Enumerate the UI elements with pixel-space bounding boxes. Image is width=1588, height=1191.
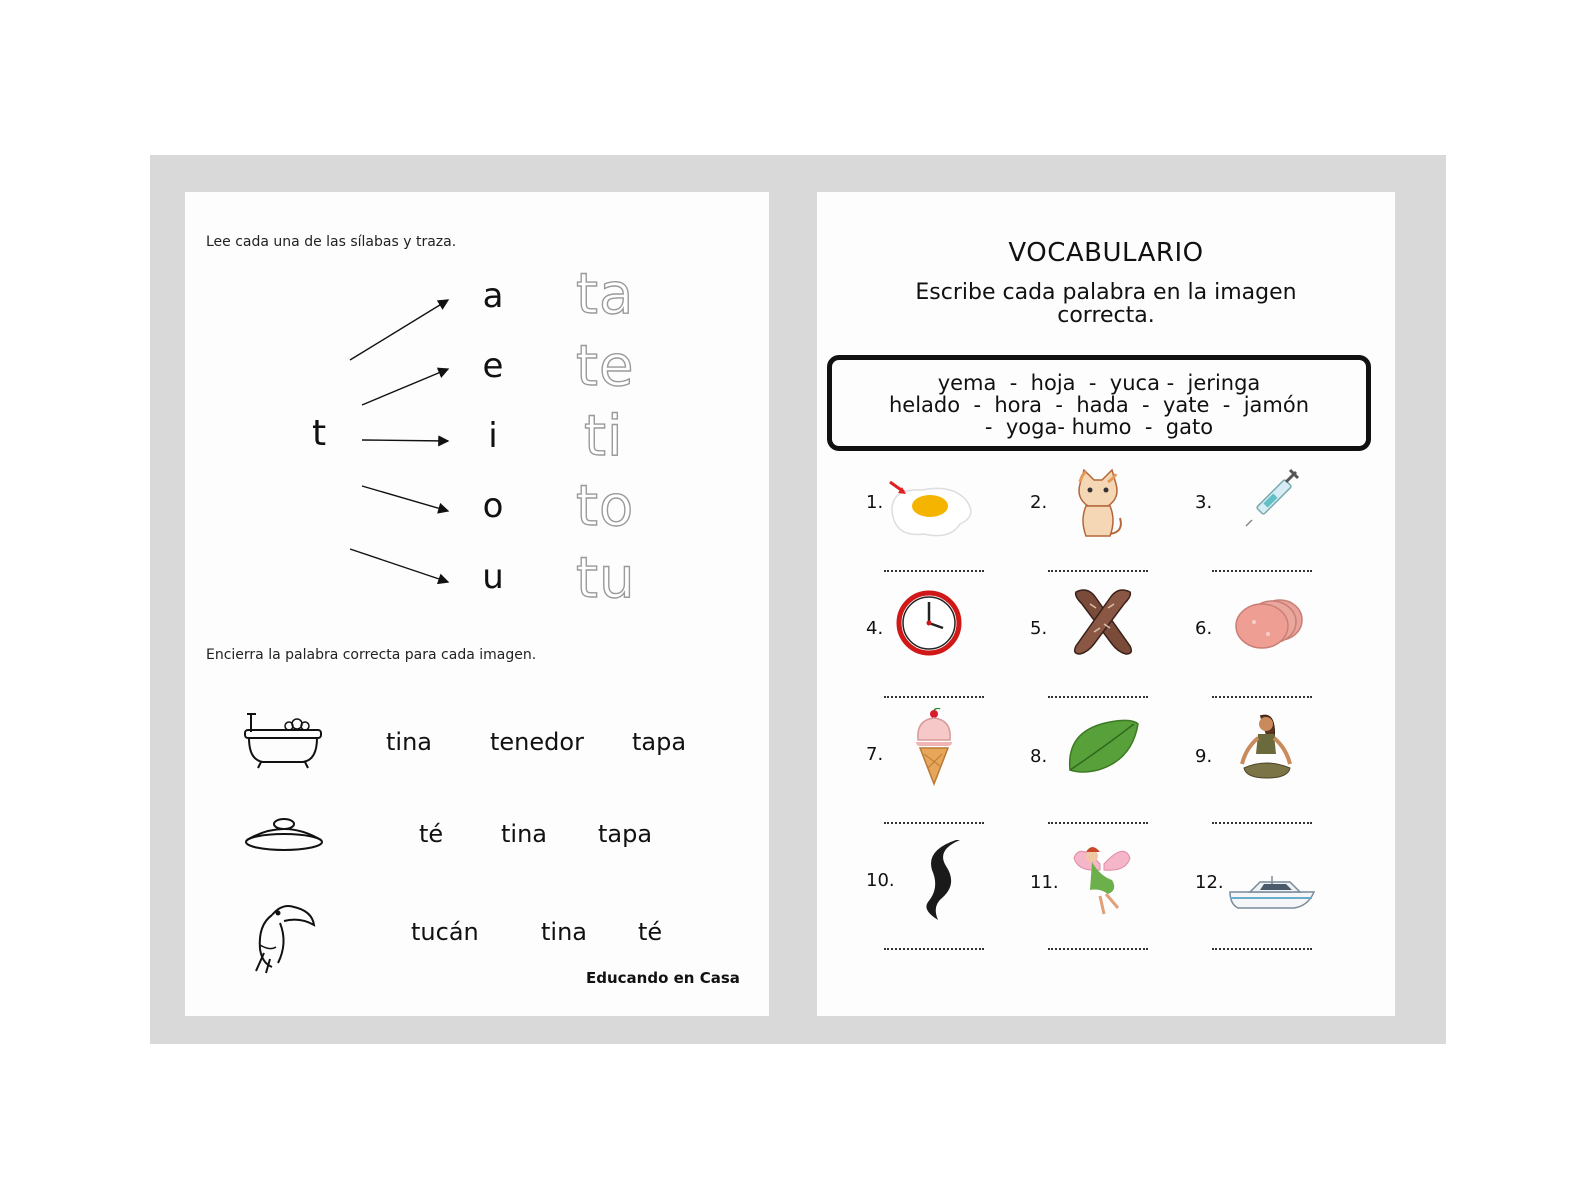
cat-icon — [1070, 468, 1126, 538]
clock-icon — [896, 590, 962, 656]
ice-cream-icon — [914, 708, 956, 786]
answer-line-6[interactable] — [1212, 696, 1312, 698]
word-bank-line-1: yema - hoja - yuca - jeringa — [937, 371, 1261, 395]
trace-syllable-te: te — [576, 334, 635, 399]
option-tapa-2[interactable]: tapa — [598, 820, 653, 848]
answer-line-12[interactable] — [1212, 948, 1312, 950]
subtitle-line-1: Escribe cada palabra en la imagen — [915, 280, 1297, 305]
arrow-to-o — [362, 486, 448, 511]
fairy-icon — [1070, 840, 1136, 920]
instruction-trace: Lee cada una de las sílabas y traza. — [206, 234, 457, 250]
option-te[interactable]: té — [419, 820, 444, 848]
answer-line-10[interactable] — [884, 948, 984, 950]
answer-line-2[interactable] — [1048, 570, 1148, 572]
option-tenedor[interactable]: tenedor — [490, 728, 584, 756]
option-tina[interactable]: tina — [386, 728, 432, 756]
answer-line-11[interactable] — [1048, 948, 1148, 950]
bathtub-icon — [243, 712, 325, 770]
smoke-icon — [916, 836, 964, 922]
item-number-11: 11. — [1030, 872, 1059, 893]
ham-icon — [1232, 594, 1306, 654]
vowel-o: o — [482, 486, 504, 526]
answer-line-4[interactable] — [884, 696, 984, 698]
word-bank-line-2: helado - hora - hada - yate - jamón — [888, 393, 1310, 417]
arrow-to-e — [362, 369, 448, 405]
arrow-to-u — [350, 549, 448, 582]
item-number-8: 8. — [1030, 746, 1048, 767]
word-bank-box — [827, 355, 1371, 451]
option-te-2[interactable]: té — [638, 918, 663, 946]
toucan-icon — [250, 895, 320, 975]
item-number-4: 4. — [866, 618, 884, 639]
trace-syllable-ti: ti — [584, 404, 624, 469]
vowel-u: u — [482, 557, 504, 597]
item-number-12: 12. — [1195, 872, 1224, 893]
leaf-icon — [1064, 716, 1142, 776]
item-number-9: 9. — [1195, 746, 1213, 767]
yoga-icon — [1238, 712, 1296, 780]
instruction-circle: Encierra la palabra correcta para cada imagen. — [206, 647, 537, 663]
answer-line-9[interactable] — [1212, 822, 1312, 824]
item-number-6: 6. — [1195, 618, 1213, 639]
answer-line-5[interactable] — [1048, 696, 1148, 698]
word-bank-line-3: - yoga- humo - gato — [984, 415, 1214, 439]
trace-syllable-ta: ta — [576, 262, 635, 327]
cassava-icon — [1070, 584, 1136, 656]
yacht-icon — [1228, 872, 1318, 910]
vowel-e: e — [482, 346, 504, 386]
item-number-7: 7. — [866, 744, 884, 765]
answer-line-7[interactable] — [884, 822, 984, 824]
answer-line-1[interactable] — [884, 570, 984, 572]
item-number-10: 10. — [866, 870, 895, 891]
option-tina-3[interactable]: tina — [541, 918, 587, 946]
item-number-3: 3. — [1195, 492, 1213, 513]
answer-line-8[interactable] — [1048, 822, 1148, 824]
trace-syllable-tu: tu — [576, 546, 636, 611]
trace-syllable-to: to — [576, 474, 635, 539]
connector-arrows — [340, 285, 460, 595]
vowel-a: a — [482, 276, 504, 316]
option-tina-2[interactable]: tina — [501, 820, 547, 848]
consonant-letter: t — [312, 413, 327, 454]
subtitle-line-2: correcta. — [1057, 303, 1155, 328]
item-number-2: 2. — [1030, 492, 1048, 513]
arrow-to-a — [350, 300, 448, 360]
arrow-to-i — [362, 440, 448, 441]
option-tucan[interactable]: tucán — [411, 918, 479, 946]
item-number-1: 1. — [866, 492, 884, 513]
option-tapa[interactable]: tapa — [632, 728, 687, 756]
syringe-icon — [1236, 466, 1306, 536]
answer-line-3[interactable] — [1212, 570, 1312, 572]
fried-egg-icon — [884, 480, 976, 540]
pot-lid-icon — [243, 812, 325, 854]
item-number-5: 5. — [1030, 618, 1048, 639]
vowel-i: i — [488, 416, 498, 456]
page-title: VOCABULARIO — [1008, 238, 1204, 268]
credit-text: Educando en Casa — [586, 969, 740, 987]
